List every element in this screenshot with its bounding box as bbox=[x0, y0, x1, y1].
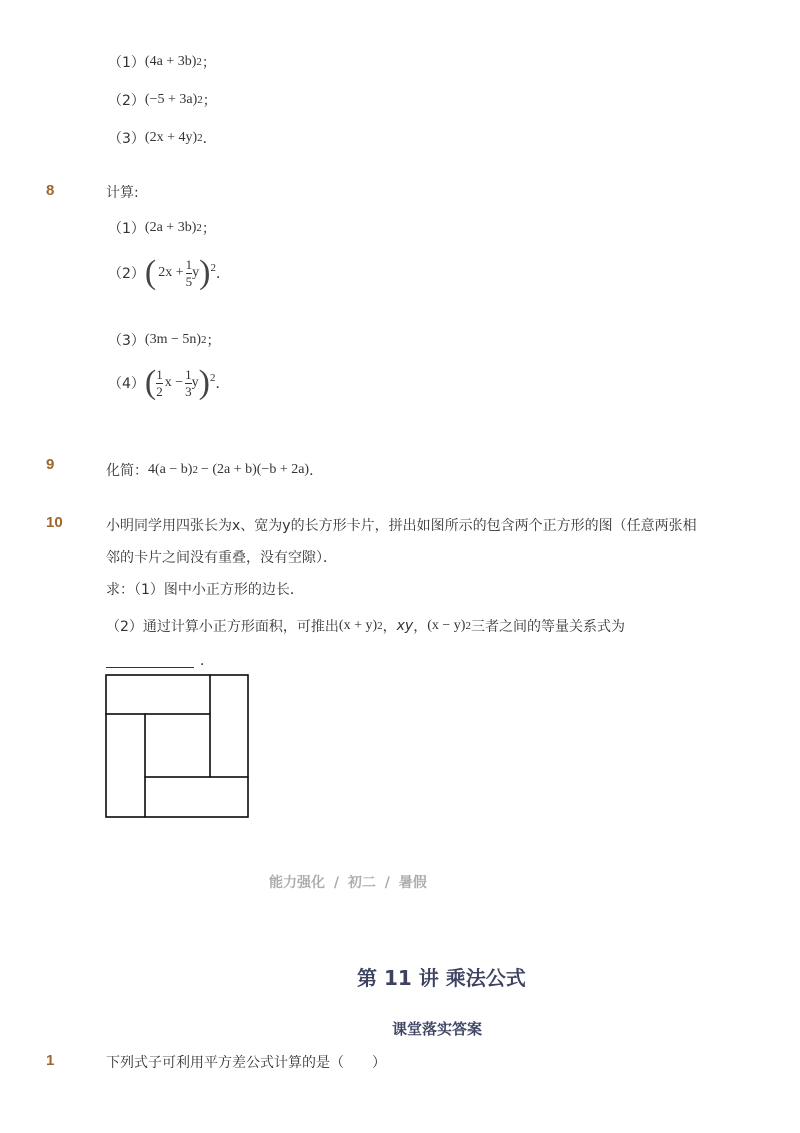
item-end: ； bbox=[206, 333, 221, 349]
q9-end: ． bbox=[309, 463, 324, 479]
lecture-subtitle: 课堂落实答案 bbox=[392, 1020, 483, 1038]
item-pre: 2x + bbox=[158, 265, 184, 280]
item-expr: (4a + 3b) bbox=[144, 54, 197, 69]
item-label: （2） bbox=[108, 266, 145, 282]
item-end: ． bbox=[215, 376, 230, 392]
item-expr: (2x + 4y) bbox=[144, 130, 198, 145]
q8-item-1 bbox=[108, 218, 216, 238]
item-var: y bbox=[191, 375, 199, 390]
q10-line-2: 邻的卡片之间没有重叠，没有空隙）． bbox=[106, 550, 337, 566]
question-1-text: 下列式子可利用平方差公式计算的是（ ） bbox=[106, 1055, 386, 1071]
inner-square bbox=[145, 714, 210, 777]
q8-item-2 bbox=[108, 254, 230, 292]
q10-exponent-1: 2 bbox=[377, 620, 383, 632]
fraction-denominator: 2 bbox=[156, 383, 163, 399]
answer-blank bbox=[106, 653, 194, 668]
item-exponent: 2 bbox=[197, 132, 203, 144]
fraction-denominator: 3 bbox=[185, 383, 192, 399]
q10-line-4 bbox=[106, 616, 625, 636]
card-top bbox=[106, 675, 210, 714]
item-end: ． bbox=[215, 266, 230, 282]
q10-line-4-b: ， bbox=[382, 619, 397, 635]
item-label: （2） bbox=[108, 93, 145, 109]
q9-prefix: 化简： bbox=[106, 463, 148, 479]
card-bottom bbox=[145, 777, 248, 817]
question-8-prompt: 计算: bbox=[106, 185, 139, 201]
item-var: y bbox=[192, 265, 200, 280]
q10-line-3: 求：（1）图中小正方形的边长． bbox=[106, 582, 304, 598]
question-9-text bbox=[106, 460, 323, 480]
right-paren-icon: ) bbox=[199, 254, 211, 291]
question-9-number: 9 bbox=[46, 456, 55, 473]
item-expr: (−5 + 3a) bbox=[144, 92, 198, 107]
q8-item-4 bbox=[108, 364, 229, 402]
item-expr: (3m − 5n) bbox=[144, 332, 202, 347]
right-paren-icon: ) bbox=[198, 364, 210, 401]
q9-expr-a: 4(a − b) bbox=[148, 462, 193, 477]
card-right bbox=[210, 675, 248, 777]
question-10-number: 10 bbox=[46, 514, 63, 531]
q10-line-5-end: ． bbox=[200, 653, 214, 669]
fraction-numerator: 1 bbox=[185, 366, 192, 382]
item-exponent: 2 bbox=[196, 56, 202, 68]
item-label: （3） bbox=[108, 333, 145, 349]
item-label: （1） bbox=[108, 55, 145, 71]
item-exponent: 2 bbox=[210, 262, 216, 274]
page-footer: 能力强化 / 初二 / 暑假 bbox=[269, 875, 427, 891]
q10-xy: xy bbox=[396, 618, 414, 634]
item-exponent: 2 bbox=[209, 372, 216, 384]
q8-item-3 bbox=[108, 330, 221, 350]
fraction bbox=[156, 368, 163, 399]
q10-line-1: 小明同学用四张长为x、宽为y的长方形卡片，拼出如图所示的包含两个正方形的图（任意两张相 bbox=[106, 518, 697, 534]
outer-square bbox=[106, 675, 248, 817]
squares-figure bbox=[104, 673, 252, 821]
left-paren-icon: ( bbox=[144, 364, 157, 401]
fraction-denominator: 5 bbox=[185, 273, 193, 289]
fraction-numerator: 1 bbox=[156, 366, 163, 382]
item-exponent: 2 bbox=[196, 222, 202, 234]
item-end: ； bbox=[201, 55, 216, 71]
q10-line-4-a: （2）通过计算小正方形面积，可推出 bbox=[106, 619, 339, 635]
item-label: （4） bbox=[108, 376, 145, 392]
item-end: ； bbox=[202, 93, 217, 109]
item-var: x − bbox=[164, 375, 184, 390]
lecture-title: 第 11 讲 乘法公式 bbox=[357, 966, 526, 990]
q10-expr-1: (x + y) bbox=[338, 618, 378, 633]
item-label: （1） bbox=[108, 221, 145, 237]
card-left bbox=[106, 714, 145, 817]
item-label: （3） bbox=[108, 131, 145, 147]
prev-item-1 bbox=[108, 52, 216, 72]
q9-expr-b: − (2a + b)(−b + 2a) bbox=[200, 462, 310, 477]
item-expr: (2a + 3b) bbox=[144, 220, 197, 235]
item-exponent: 2 bbox=[201, 334, 207, 346]
fraction-numerator: 1 bbox=[185, 256, 193, 272]
left-paren-icon: ( bbox=[144, 254, 157, 291]
q10-expr-2: (x − y) bbox=[427, 618, 466, 633]
item-end: ； bbox=[201, 221, 216, 237]
question-8-number: 8 bbox=[46, 182, 55, 199]
q10-line-5 bbox=[106, 650, 214, 670]
q9-exponent: 2 bbox=[192, 464, 198, 476]
q10-line-4-d: 三者之间的等量关系式为 bbox=[470, 619, 625, 635]
q10-line-4-c: ， bbox=[413, 619, 428, 635]
item-end: ． bbox=[202, 131, 217, 147]
prev-item-2 bbox=[108, 90, 217, 110]
prev-item-3 bbox=[108, 128, 217, 148]
q10-exponent-2: 2 bbox=[465, 620, 471, 632]
item-exponent: 2 bbox=[197, 94, 203, 106]
question-1-number: 1 bbox=[46, 1052, 55, 1069]
